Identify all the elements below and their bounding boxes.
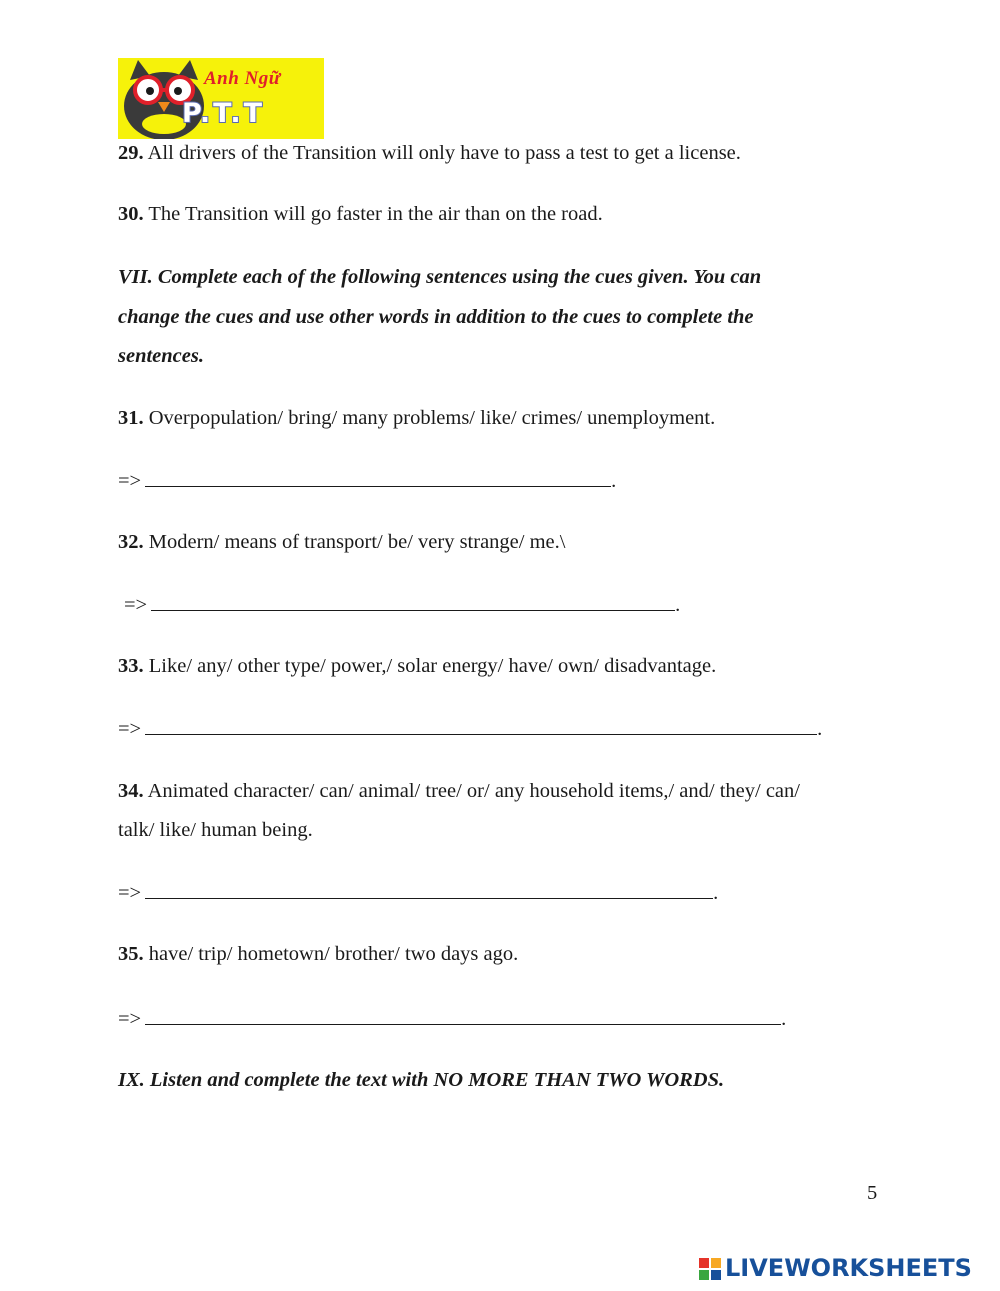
question-number: 35. [118, 943, 144, 965]
question-31 [118, 406, 715, 430]
question-text: All drivers of the Transition will only have to pass a test to get a license. [147, 142, 741, 164]
question-text: Like/ any/ other type/ power,/ solar energy/ have/ own/ disadvantage. [148, 655, 717, 677]
answer-prefix: => [118, 718, 142, 740]
question-32 [118, 530, 565, 554]
question-34 [118, 779, 800, 803]
answer-blank-35[interactable] [145, 1006, 781, 1025]
section-7-heading-line-2: change the cues and use other words in addition to the cues to complete the [118, 306, 754, 328]
question-text: Modern/ means of transport/ be/ very strange/ me.\ [148, 531, 566, 553]
answer-end: . [817, 718, 823, 740]
answer-line-31 [118, 468, 616, 493]
answer-blank-31[interactable] [145, 468, 611, 487]
answer-line-33 [118, 716, 822, 741]
question-35 [118, 942, 518, 966]
answer-blank-32[interactable] [151, 592, 675, 611]
answer-line-32 [124, 592, 680, 617]
answer-line-35 [118, 1006, 786, 1031]
question-29 [118, 141, 741, 165]
answer-prefix: => [118, 1008, 142, 1030]
section-7-heading-line-3: sentences. [118, 345, 204, 367]
answer-end: . [781, 1008, 787, 1030]
question-30 [118, 202, 603, 226]
footer-logo [697, 1252, 997, 1286]
question-text: Overpopulation/ bring/ many problems/ like/ crimes/ unemployment. [148, 407, 716, 429]
question-number: 29. [118, 142, 144, 164]
question-number: 32. [118, 531, 144, 553]
logo-name: P.T.T [182, 98, 266, 129]
logo [118, 58, 324, 139]
question-34-continued: talk/ like/ human being. [118, 819, 313, 841]
answer-line-34 [118, 880, 718, 905]
footer-brand: LIVEWORKSHEETS [725, 1254, 972, 1282]
question-number: 31. [118, 407, 144, 429]
page-number: 5 [867, 1182, 878, 1204]
answer-blank-33[interactable] [145, 716, 817, 735]
answer-end: . [611, 470, 617, 492]
answer-prefix: => [118, 470, 142, 492]
question-text: Animated character/ can/ animal/ tree/ or/ any household items,/ and/ they/ can/ [147, 780, 800, 802]
answer-prefix: => [118, 882, 142, 904]
question-text: have/ trip/ hometown/ brother/ two days ago. [148, 943, 519, 965]
section-7-heading-line-1: VII. Complete each of the following sentences using the cues given. You can [118, 266, 762, 288]
answer-prefix: => [124, 594, 148, 616]
question-33 [118, 654, 716, 678]
question-number: 30. [118, 203, 144, 225]
liveworksheets-icon [697, 1252, 723, 1286]
logo-brand: Anh Ngữ [204, 68, 281, 89]
question-number: 34. [118, 780, 144, 802]
question-number: 33. [118, 655, 144, 677]
answer-end: . [675, 594, 681, 616]
answer-end: . [713, 882, 719, 904]
question-text: The Transition will go faster in the air than on the road. [148, 203, 603, 225]
answer-blank-34[interactable] [145, 880, 713, 899]
section-9-heading: IX. Listen and complete the text with NO MORE THAN TWO WORDS. [118, 1069, 725, 1091]
